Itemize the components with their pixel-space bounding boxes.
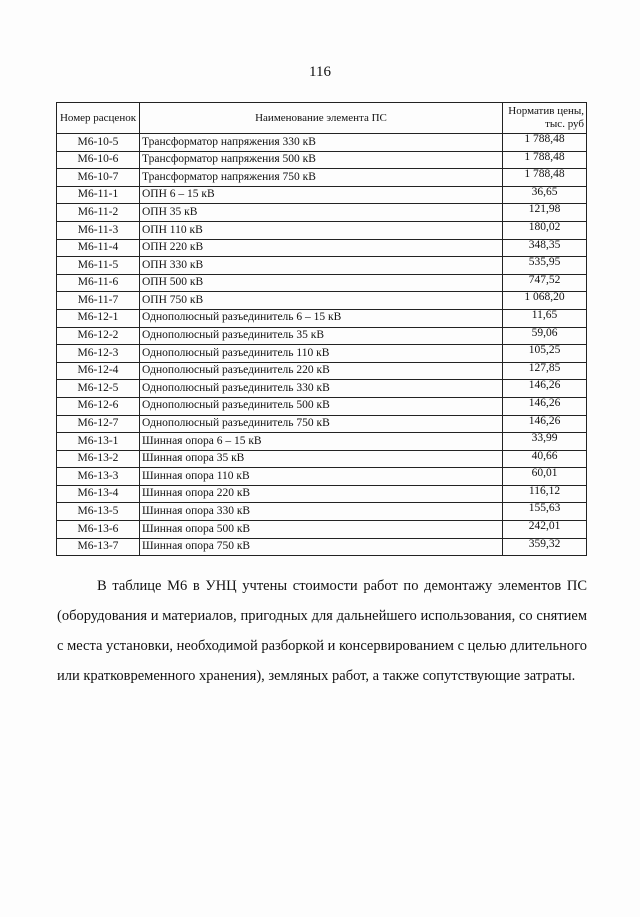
table-body: [57, 134, 587, 556]
cell-name: Трансформатор напряжения 330 кВ: [140, 134, 503, 152]
cell-name: ОПН 500 кВ: [140, 274, 503, 292]
table-row: [57, 169, 587, 187]
cell-price: 116,12: [503, 485, 587, 503]
page-number: 116: [309, 64, 331, 80]
cell-price: 105,25: [503, 345, 587, 363]
cell-name: Однополюсный разъединитель 35 кВ: [140, 327, 503, 345]
table-row: [57, 327, 587, 345]
table-row: [57, 186, 587, 204]
cell-price: 127,85: [503, 362, 587, 380]
cell-name: Трансформатор напряжения 750 кВ: [140, 169, 503, 187]
cell-code: М6-13-5: [57, 503, 140, 521]
cell-code: М6-13-2: [57, 450, 140, 468]
cell-price: 121,98: [503, 204, 587, 222]
cell-name: Однополюсный разъединитель 500 кВ: [140, 397, 503, 415]
cell-code: М6-11-1: [57, 186, 140, 204]
body-paragraph: [57, 571, 587, 691]
cell-price: 146,26: [503, 415, 587, 433]
table-header-row: [57, 103, 587, 134]
cell-name: Однополюсный разъединитель 220 кВ: [140, 362, 503, 380]
cell-code: М6-13-7: [57, 538, 140, 556]
cell-code: М6-13-4: [57, 485, 140, 503]
header-price: Норматив цены, тыс. руб: [503, 103, 587, 134]
cell-price: 11,65: [503, 309, 587, 327]
cell-price: 60,01: [503, 468, 587, 486]
cell-code: М6-11-4: [57, 239, 140, 257]
cell-code: М6-12-1: [57, 309, 140, 327]
table-row: [57, 380, 587, 398]
price-table: [56, 102, 587, 556]
cell-name: ОПН 750 кВ: [140, 292, 503, 310]
table-row: [57, 433, 587, 451]
table-row: [57, 468, 587, 486]
cell-code: М6-11-5: [57, 257, 140, 275]
cell-price: 180,02: [503, 221, 587, 239]
cell-code: М6-12-5: [57, 380, 140, 398]
header-code: Номер расценок: [57, 103, 140, 134]
cell-code: М6-10-5: [57, 134, 140, 152]
cell-name: Шинная опора 110 кВ: [140, 468, 503, 486]
table-row: [57, 309, 587, 327]
table-row: [57, 345, 587, 363]
table-row: [57, 292, 587, 310]
cell-code: М6-11-3: [57, 221, 140, 239]
cell-price: 36,65: [503, 186, 587, 204]
cell-code: М6-10-7: [57, 169, 140, 187]
cell-code: М6-12-7: [57, 415, 140, 433]
cell-code: М6-13-3: [57, 468, 140, 486]
cell-price: 33,99: [503, 433, 587, 451]
cell-name: Однополюсный разъединитель 110 кВ: [140, 345, 503, 363]
table-row: [57, 204, 587, 222]
cell-name: Трансформатор напряжения 500 кВ: [140, 151, 503, 169]
cell-code: М6-12-6: [57, 397, 140, 415]
table-row: [57, 538, 587, 556]
table-row: [57, 362, 587, 380]
cell-price: 535,95: [503, 257, 587, 275]
table-row: [57, 274, 587, 292]
table-row: [57, 151, 587, 169]
cell-code: М6-11-2: [57, 204, 140, 222]
paragraph-text: В таблице М6 в УНЦ учтены стоимости работ по демонтажу элементов ПС (оборудования и материалов, пригодных для дальнейшего использования, со снятием с места установки, необходимой разборкой и консервированием с целью длительного или кратковременного хранения), земляных работ, а также сопутствующие затраты.: [57, 578, 587, 684]
cell-price: 359,32: [503, 538, 587, 556]
table-row: [57, 257, 587, 275]
cell-code: М6-12-3: [57, 345, 140, 363]
table-row: [57, 397, 587, 415]
table-row: [57, 450, 587, 468]
cell-name: ОПН 6 – 15 кВ: [140, 186, 503, 204]
cell-code: М6-11-7: [57, 292, 140, 310]
cell-name: Шинная опора 35 кВ: [140, 450, 503, 468]
cell-name: Шинная опора 330 кВ: [140, 503, 503, 521]
cell-name: ОПН 110 кВ: [140, 221, 503, 239]
table-row: [57, 239, 587, 257]
table-row: [57, 415, 587, 433]
cell-code: М6-13-6: [57, 521, 140, 539]
cell-price: 1 788,48: [503, 134, 587, 152]
cell-price: 348,35: [503, 239, 587, 257]
cell-price: 747,52: [503, 274, 587, 292]
header-name: Наименование элемента ПС: [140, 103, 503, 134]
cell-name: Шинная опора 750 кВ: [140, 538, 503, 556]
cell-price: 242,01: [503, 521, 587, 539]
table-row: [57, 134, 587, 152]
cell-name: ОПН 35 кВ: [140, 204, 503, 222]
cell-code: М6-12-4: [57, 362, 140, 380]
cell-code: М6-11-6: [57, 274, 140, 292]
cell-name: Шинная опора 500 кВ: [140, 521, 503, 539]
cell-name: Шинная опора 6 – 15 кВ: [140, 433, 503, 451]
cell-price: 59,06: [503, 327, 587, 345]
table-row: [57, 221, 587, 239]
cell-name: ОПН 330 кВ: [140, 257, 503, 275]
cell-price: 40,66: [503, 450, 587, 468]
cell-price: 155,63: [503, 503, 587, 521]
cell-name: Шинная опора 220 кВ: [140, 485, 503, 503]
cell-price: 146,26: [503, 380, 587, 398]
cell-name: ОПН 220 кВ: [140, 239, 503, 257]
cell-price: 1 788,48: [503, 169, 587, 187]
cell-code: М6-12-2: [57, 327, 140, 345]
cell-code: М6-10-6: [57, 151, 140, 169]
cell-price: 1 068,20: [503, 292, 587, 310]
table-row: [57, 503, 587, 521]
cell-name: Однополюсный разъединитель 6 – 15 кВ: [140, 309, 503, 327]
cell-name: Однополюсный разъединитель 750 кВ: [140, 415, 503, 433]
cell-code: М6-13-1: [57, 433, 140, 451]
cell-name: Однополюсный разъединитель 330 кВ: [140, 380, 503, 398]
cell-price: 1 788,48: [503, 151, 587, 169]
cell-price: 146,26: [503, 397, 587, 415]
table-row: [57, 485, 587, 503]
table-row: [57, 521, 587, 539]
